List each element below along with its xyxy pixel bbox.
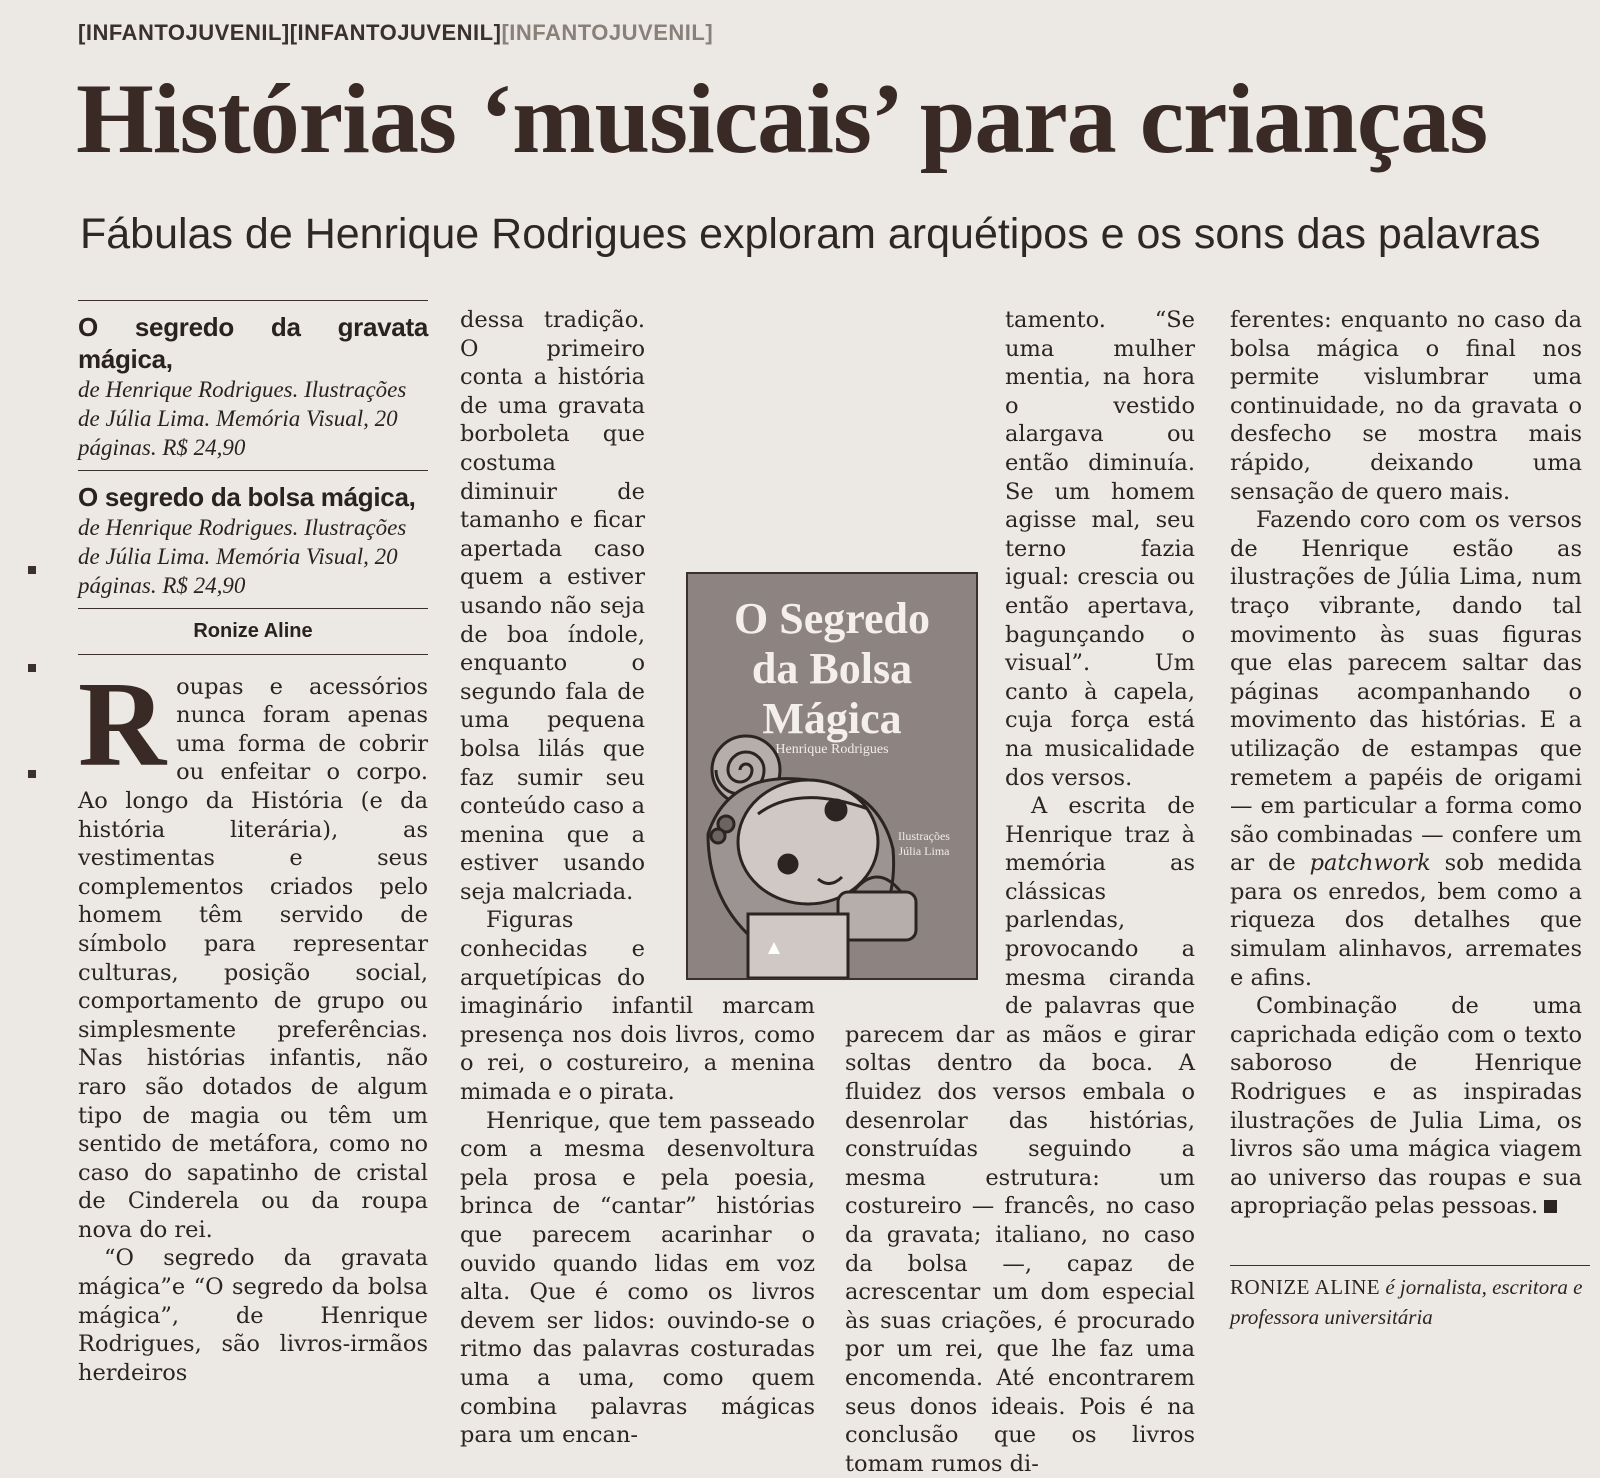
- margin-mark: [28, 770, 36, 778]
- paragraph: ferentes: enquanto no caso da bolsa mágica o final nos permite vislumbrar uma continuidade, no da gravata o desfecho se mostra mais rápido, deixando uma sensação de quero mais.: [1230, 307, 1582, 505]
- paragraph: “O segredo da gravata mágica”e “O segredo da bolsa mágica”, de Henrique Rodrigues, são livros-irmãos herdeiros: [78, 1245, 428, 1386]
- book-title: O segredo da bolsa mágica,: [78, 482, 416, 512]
- kicker-2: [INFANTOJUVENIL]: [289, 20, 502, 45]
- paragraph: Figuras conhecidas e arquetípicas do imaginário infantil marcam presença nos dois livros, como o rei, o costureiro, a menina mimada e o pirata.: [460, 907, 815, 1106]
- cover-title-line: da Bolsa: [751, 644, 913, 693]
- author-bio: [1230, 1265, 1590, 1332]
- margin-mark: [28, 664, 36, 672]
- paragraph-text: Combinação de uma caprichada edição com o texto saboroso de Henrique Rodrigues e as inspiradas ilustrações de Julia Lima, os livros são uma mágica viagem ao universo das roupas e sua apropriação pelas pessoas.: [1230, 993, 1582, 1220]
- drop-cap: R: [78, 656, 167, 792]
- paragraph: [78, 656, 428, 1245]
- kicker-1: [INFANTOJUVENIL]: [78, 20, 290, 45]
- paragraph: tamento. “Se uma mulher mentia, na hora o vestido alargava ou então diminuía. Se um homem agisse mal, seu terno fazia igual: crescia ou então apertava, bagunçando o visual”. Um canto à capela, cuja força está na musicalidade dos versos.: [1005, 307, 1195, 791]
- book-info-1: [78, 301, 428, 470]
- paragraph-text: sob medida para os enredos, bem como a riqueza dos detalhes que simulam alinhavos, arremates e afins.: [1230, 850, 1582, 991]
- cover-title-line: Mágica: [762, 694, 902, 743]
- paragraph: [1230, 992, 1582, 1221]
- margin-mark: [28, 566, 36, 574]
- cover-title-line: O Segredo: [734, 594, 930, 643]
- byline: Ronize Aline: [193, 620, 313, 642]
- book-title: O segredo da gravata mágica,: [78, 312, 428, 374]
- kicker-3: [INFANTOJUVENIL]: [501, 20, 714, 45]
- emphasis: patchwork: [1309, 850, 1431, 877]
- book-cover-image: [686, 572, 978, 980]
- subheadline: Fábulas de Henrique Rodrigues exploram arquétipos e os sons das palavras: [80, 210, 1541, 258]
- end-mark-icon: [1544, 1200, 1557, 1213]
- section-kicker: [78, 20, 713, 46]
- divider: [78, 654, 428, 655]
- bio-name: RONIZE ALINE: [1230, 1275, 1381, 1299]
- book-details: de Henrique Rodrigues. Ilustrações de Júlia Lima. Memória Visual, 20 páginas. R$ 24,90: [78, 377, 407, 460]
- bio-text: é jornalista, escritora e professora universitária: [1230, 1275, 1583, 1329]
- book-details: de Henrique Rodrigues. Ilustrações de Júlia Lima. Memória Visual, 20 páginas. R$ 24,90: [78, 515, 407, 598]
- paragraph-text: Fazendo coro com os versos de Henrique estão as ilustrações de Júlia Lima, num traço vibrante, dando tal movimento às suas figuras que elas parecem saltar das páginas acompanhando o movimento das histórias. E a utilização de estampas que remetem a papéis de origami — em particular a forma como são combinadas — confere um ar de: [1230, 507, 1582, 877]
- column-1: [78, 300, 428, 1387]
- book-info-2: [78, 471, 428, 608]
- paragraph: Henrique, que tem passeado com a mesma desenvoltura pela prosa e pela poesia, brinca de “cantar” histórias que parecem acarinhar o ouvido quando lidas em voz alta. Que é como os livros devem ser lidos: ouvindo-se o ritmo das palavras costuradas uma a uma, como quem combina palavras mágicas para um encan-: [460, 1107, 815, 1449]
- girl-illustration: [688, 574, 976, 978]
- paragraph: A escrita de Henrique traz à memória as clássicas parlendas, provocando a mesma ciranda de palavras que parecem dar as mãos e girar soltas dentro da boca. A fluidez dos versos embala o desenrolar das histórias, construídas seguindo a mesma estrutura: um costureiro — francês, no caso da gravata; italiano, no caso da bolsa —, capaz de acrescentar um dom especial às suas criações, é procurado por um rei, que lhe faz uma encomenda. Até encontrarem seus donos ideais. Pois é na conclusão que os livros tomam rumos di-: [845, 793, 1195, 1477]
- cover-illustrator-line: Júlia Lima: [898, 844, 950, 858]
- cover-illustrator-line: Ilustrações: [898, 829, 950, 843]
- paragraph: [1230, 506, 1582, 992]
- cover-author: Henrique Rodrigues: [775, 742, 889, 757]
- paragraph-text: oupas e acessórios nunca foram apenas uma forma de cobrir ou enfeitar o corpo. Ao longo da História (e da história literária), as vestimentas e seus complementos criados pelo homem têm servido de símbolo para representar culturas, posição social, comportamento de grupo ou simplesmente preferências. Nas histórias infantis, não raro são dotados de algum tipo de magia ou têm um sentido de metáfora, como no caso do sapatinho de cristal de Cinderela ou da roupa nova do rei.: [78, 673, 428, 1243]
- column-4: [1230, 306, 1582, 1221]
- paragraph: dessa tradição. O primeiro conta a história de uma gravata borboleta que costuma diminuir de tamanho e ficar apertada caso quem a estiver usando não seja de boa índole, enquanto o segundo fala de uma pequena bolsa lilás que faz sumir seu conteúdo caso a menina que a estiver usando seja malcriada.: [460, 307, 645, 905]
- headline: Histórias ‘musicais’ para crianças: [76, 63, 1488, 174]
